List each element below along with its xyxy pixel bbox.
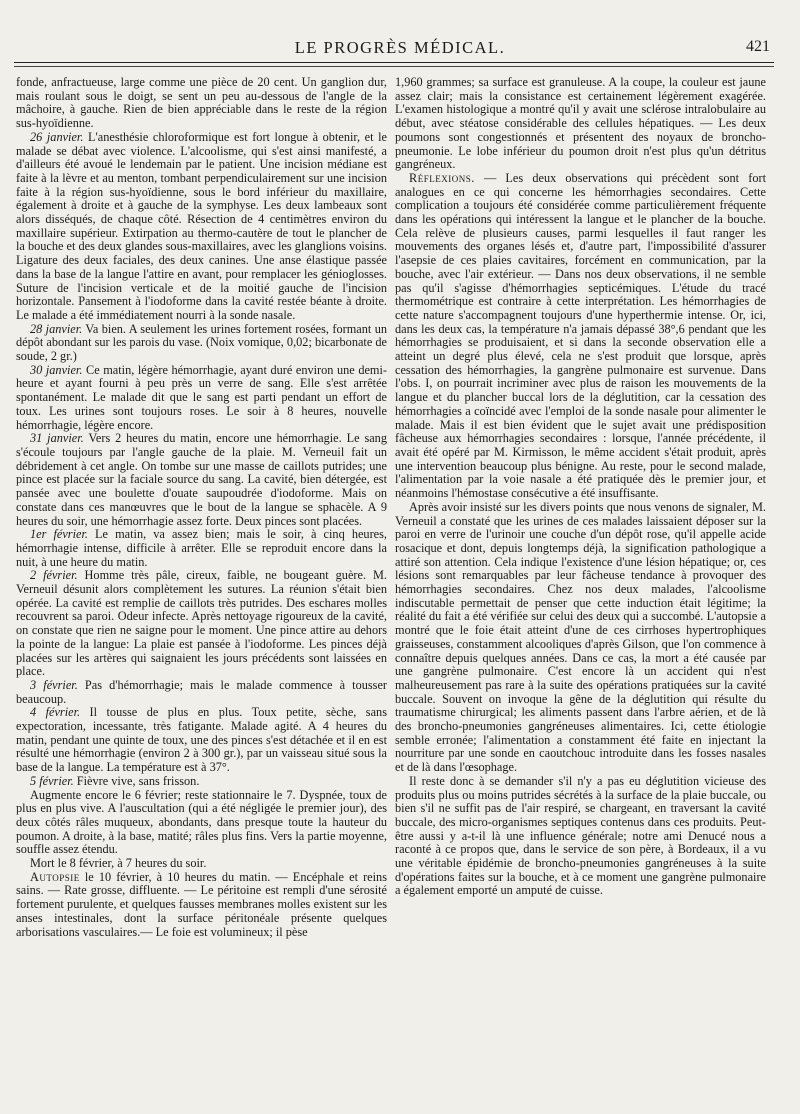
date-label: 31 janvier. bbox=[30, 431, 84, 446]
paragraph: Il reste donc à se demander s'il n'y a pas eu déglutition vicieuse des produits plus ou moins putrides sécrétés à la surface de la plaie buccale, ou bien s'il ne suffit pas de l'air respiré, se chargeant, en traversant la cavité buccale, des micro-organismes septiques contenus dans ces produits. Peut-être aussi y a-t-il là une influence générale; notre ami Denucé nous a raconté à ce propos que, dans le service de son père, à Bordeaux, il a vu une véritable épidémie de broncho-pneumonies gangréneuses à la suite d'opérations faites sur la bouche, et à ce moment une gangrène pulmonaire a également emporté un amputé de cuisse. bbox=[395, 773, 766, 898]
paragraph: Mort le 8 février, à 7 heures du soir. bbox=[30, 856, 207, 871]
date-label: 5 février. bbox=[30, 773, 74, 788]
paragraph: 2 février. Homme très pâle, cireux, faible, ne bougeant guère. M. Verneuil désunit alors complètement les sutures. La réunion s'était bien opérée. La cavité est remplie de caillots très putrides. Des eschares molles recouvrent sa paroi. Odeur infecte. Après nettoyage rigoureux de la cavité, on constate que rien ne saigne pour le moment. Une pince attire au dehors la pointe de la langue: La plaie est pansée à l'iodoforme. Les pinces déjà placées sur les artères qui saignaient les jours précédents sont laissées en place. bbox=[16, 568, 387, 679]
date-label: 30 janvier. bbox=[30, 362, 83, 377]
paragraph: 1er février. Le matin, va assez bien; mais le soir, à cinq heures, hémorrhagie intense, difficile à arrêter. Elle se reproduit encore dans la nuit, à une heure du matin. bbox=[16, 527, 387, 569]
section-lead: Réflexions. bbox=[409, 170, 475, 185]
date-label: 2 février. bbox=[30, 568, 78, 583]
date-label: 4 février. bbox=[30, 705, 81, 720]
right-column bbox=[395, 76, 766, 898]
running-head bbox=[0, 36, 800, 60]
date-label: 3 février. bbox=[30, 677, 78, 692]
date-label: 26 janvier. bbox=[30, 129, 84, 144]
paragraph: 31 janvier. Vers 2 heures du matin, encore une hémorrhagie. Le sang s'écoule toujours par l'angle gauche de la plaie. M. Verneuil fait un débridement à cet angle. On tombe sur une masse de caillots putrides; une pince est placée sur la faciale source du sang. La cavité, bien détergée, est pansée avec une boulette d'ouate saupoudrée d'iodoforme. Mais on constate dans ces manœuvres que le bout de la langue se sphacèle. A 9 heures du soir, une hémorrhagie assez forte. Deux pinces sont placées. bbox=[16, 431, 387, 528]
paragraph: 26 janvier. L'anesthésie chloroformique est fort longue à obtenir, et le malade se débat avec violence. L'alcoolisme, qui s'est ainsi manifesté, a d'ailleurs été avoué le lendemain par le patient. Une incision médiane est faite à la lèvre et au menton, tombant perpendiculairement sur une incision faite à la région sus-hyoïdienne, sous le bord inférieur du maxillaire, également à droite et à gauche de la symphyse. Les deux lambeaux sont alors disséqués, de chaque côté. Résection de 4 centimètres environ du maxillaire supérieur. Extirpation au thermo-cautère de tout le plancher de la bouche et des deux glandes sous-maxillaires, avec les glanglions voisins. Ligature des deux faciales, des deux canines. Une anse élastique passée dans la base de la langue l'attire en avant, pour remplacer les génioglosses. Suture de l'incision verticale et de la moitié gauche de l'incision horizontale. Pansement à l'iodoforme dans la cavité restée béante à droite. Le malade a été immédiatement nourri à la sonde nasale. bbox=[16, 129, 387, 322]
paragraph: fonde, anfractueuse, large comme une pièce de 20 cent. Un ganglion dur, mais roulant sous le doigt, se sent un peu au-dessous de l'angle de la mâchoire, à gauche. Rien de bien appréciable dans le reste de la région sus-hyoïdienne. bbox=[16, 75, 387, 131]
paragraph: 1,960 grammes; sa surface est granuleuse. A la coupe, la couleur est jaune assez clair; mais la consistance est certainement légèrement exagérée. L'examen histologique a montré qu'il y avait une sclérose intralobulaire au début, avec stéatose considérable des cellules hépatiques. — Les deux poumons sont congestionnés et présentent des noyaux de broncho-pneumonie. Le lobe inférieur du poumon droit n'est plus qu'un détritus gangréneux. bbox=[395, 75, 766, 172]
paragraph: Augmente encore le 6 février; reste stationnaire le 7. Dyspnée, toux de plus en plus vive. A l'auscultation (qui a été négligée le premier jour), des deux côtés râles muqueux, abondants, dans presque toute la hauteur du poumon. A droite, à la base, matité; râles plus fins. Vers la partie moyenne, souffle assez étendu. bbox=[16, 787, 387, 857]
page-number: 421 bbox=[746, 38, 770, 55]
paragraph: 3 février. Pas d'hémorrhagie; mais le malade commence à tousser beaucoup. bbox=[16, 677, 387, 706]
paragraph: 4 février. Il tousse de plus en plus. Toux petite, sèche, sans expectoration, incessante, très fatigante. Malade agité. A 4 heures du matin, pendant une quinte de toux, une des pinces s'est détachée et il en est résulté une hémorrhagie (environ 2 à 300 gr.), par un vaisseau situé sous la base de la langue. La température est à 37°. bbox=[16, 705, 387, 775]
section-lead: Autopsie bbox=[30, 869, 80, 884]
left-column bbox=[16, 76, 387, 939]
paragraph: Autopsie le 10 février, à 10 heures du matin. — Encéphale et reins sains. — Rate grosse, diffluente. — Le péritoine est rempli d'une sérosité fortement purulente, et quelques fausses membranes molles existent sur les anses intestinales, dont la surface péritonéale présente quelques arborisations vasculaires.— Le foie est volumineux; il pèse bbox=[16, 869, 387, 939]
date-label: 1er février. bbox=[30, 527, 88, 542]
paragraph: 28 janvier. Va bien. A seulement les urines fortement rosées, formant un dépôt abondant sur les parois du vase. (Noix vomique, 0,02; bicarbonate de soude, 2 gr.) bbox=[16, 321, 387, 364]
paragraph: Après avoir insisté sur les divers points que nous venons de signaler, M. Verneuil a constaté que les urines de ces malades laissaient déposer sur la paroi en verre de l'urinoir une couche d'un dépôt rose, qu'il appelle acide rosacique et dont, depuis longtemps déjà, la signification pathologique a attiré son attention. Cela indique l'existence d'une lésion hépatique; or, ces lésions sont remarquables par leur fâcheuse tendance à provoquer des hémorrhagies secondaires. Chez nos deux malades, l'alcoolisme indiscutable permettait de penser que cette induction était légitime; la réalité du fait a été vérifiée sur celui des deux qui a succombé. L'autopsie a montré que le foie était atteint d'une de ces cirrhoses hypertrophiques graisseuses, constamment alcooliques d'après Gilson, que l'on commence à connaître depuis quelques années. Dans ce cas, la mort a été causée par une gangrène pulmonaire. C'est encore là un accident qui n'est malheureusement pas rare à la suite des opérations pratiquées sur la cavité buccale. Souvent on invoque la gêne de la déglutition qui résulte du traumatisme chirurgical; les aliments passent dans l'arbre aérien, et de là des broncho-pneumonies gangréneuses alimentaires. Ici, cette étiologie semble erronée; l'alimentation a constamment été faite en injectant la nourriture par une sonde en caoutchouc introduite dans les fosses nasales et de là dans l'œsophage. bbox=[395, 499, 766, 775]
header-rule-thin bbox=[14, 66, 774, 67]
journal-title: LE PROGRÈS MÉDICAL. bbox=[294, 38, 506, 57]
header-rule bbox=[14, 62, 774, 63]
date-label: 28 janvier. bbox=[30, 321, 83, 336]
paragraph: Réflexions. — Les deux observations qui précèdent sont fort analogues en ce qui concerne les hémorrhagies secondaires. Cette complication a toujours été considérée comme particulièrement fréquente dans les opérations qui intéressent la langue et le plancher de la bouche. Cela relève de plusieurs causes, parmi lesquelles il faut ranger les mouvements des organes lésés et, d'autre part, l'impossibilité d'assurer l'asepsie de ces plaies cavitaires, forcément en communication, par la bouche, avec l'air extérieur. — Dans nos deux observations, il ne semble pas qu'il s'agisse d'hémorrhagies septicémiques. L'étude du tracé thermométrique est contraire à cette interprétation. Les hémorrhagies de cette nature s'accompagnent toujours d'une hyperthermie intense. Or, ici, dans les deux cas, la température n'a jamais dépassé 38°,6 pendant que les hémorrhagies se produisaient, et si dans la seconde observation elle a atteint un degré plus élevé, cela ne s'est produit que lorsque, après cessation des hémorrhagies, la gangrène pulmonaire est survenue. Dans l'obs. I, on pourrait incriminer avec plus de raison les mouvements de la langue et du plancher buccal lors de la déglutition, car la cessation des hémorrhagies a coïncidé avec l'emploi de la sonde nasale pour alimenter le malade. Mais il est bien évident que le sujet avait une prédisposition fâcheuse aux hémorrhagies secondaires : lorsque, l'année précédente, il avait été opéré par M. Kirmisson, le même accident s'était produit, après une intervention beaucoup plus bénigne. Au reste, pour le second malade, l'alimentation par la voie nasale a été pratiquée dès le premier jour, et néanmoins l'hémostase consécutive a été insuffisante. bbox=[395, 170, 766, 501]
paragraph: 5 février. Fièvre vive, sans frisson. bbox=[30, 773, 200, 788]
paragraph: 30 janvier. Ce matin, légère hémorrhagie, ayant duré environ une demi-heure et ayant fourni à peu près un verre de sang. Elle s'est arrêtée spontanément. Le malade dit que le sang est parti pendant un effort de toux. Les urines sont toujours roses. Le soir à 8 heures, nouvelle hémorrhagie, légère encore. bbox=[16, 362, 387, 432]
